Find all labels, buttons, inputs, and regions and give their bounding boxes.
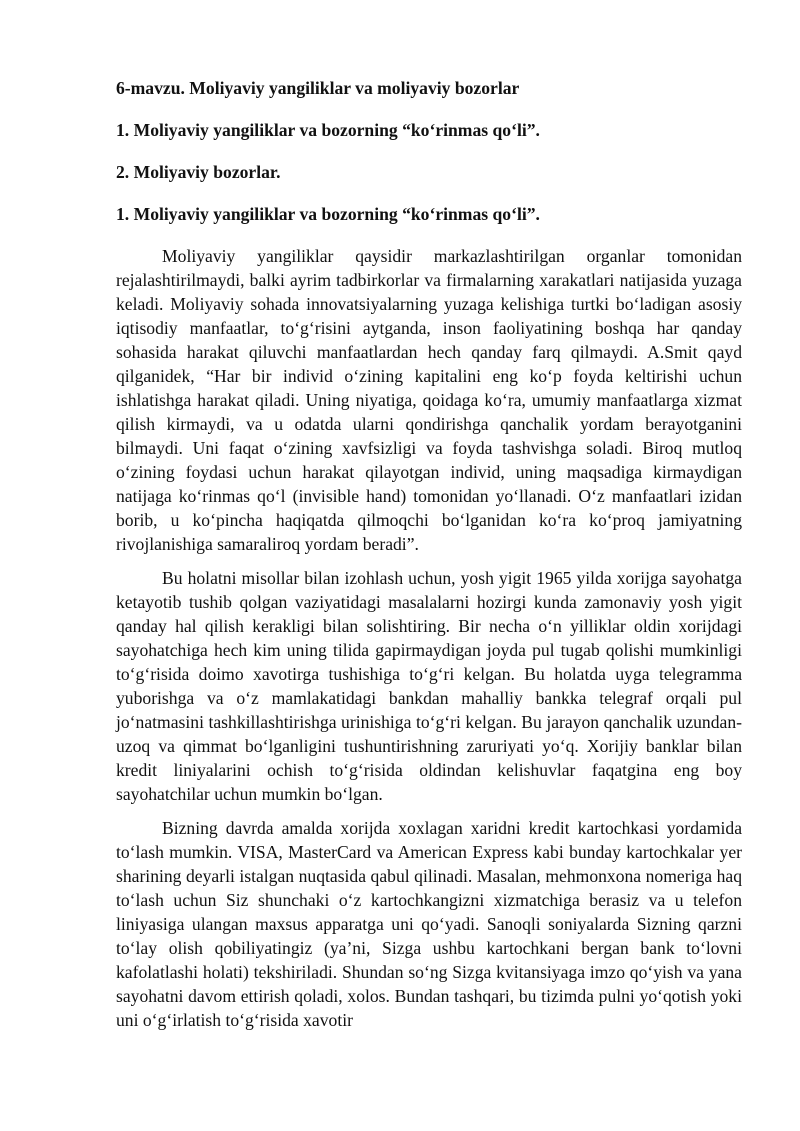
document-body [116,76,742,1042]
paragraph-3: Bizning davrda amalda xorijda xoxlagan xaridni kredit kartochkasi yordamida to‘lash mumkin. VISA, MasterCard va American Express kabi bunday kartochkalar yer sharining deyarli istalgan nuqtasida qabul qilinadi. Masalan, mehmonxona nomeriga haq to‘lash uchun Siz shunchaki o‘z kartochkangizni xizmatchiga berasiz va u telefon liniyasiga ulangan maxsus apparatga uni qo‘yadi. Sanoqli soniyalarda Sizning qarzni to‘lay olish qobiliyatingiz (ya’ni, Sizga ushbu kartochkani bergan bank to‘lovni kafolatlashi holati) tekshiriladi. Shundan so‘ng Sizga kvitansiyaga imzo qo‘yish va yana sayohatni davom ettirish qoladi, xolos. Bundan tashqari, bu tizimda pulni yo‘qotish yoki uni o‘g‘irlatish to‘g‘risida xavotir [116,818,742,1030]
paragraph-2: Bu holatni misollar bilan izohlash uchun, yosh yigit 1965 yilda xorijga sayohatga ketayotib tushib qolgan vaziyatidagi masalalarni hozirgi kunda zamonaviy yosh yigit qanday hal qilish kerakligi bilan solishtiring. Bir necha o‘n yilliklar oldin xorijdagi sayohatchiga hech kim uning tilida gapirmaydigan joyda pul tugab qolishi mumkinligi to‘g‘risida doimo xavotirga tushishiga to‘g‘ri kelgan. Bu holatda uyga telegramma yuborishga va o‘z mamlakatidagi bankdan mahalliy bankka telegraf orqali pul jo‘natmasini tashkillashtirishga urinishiga to‘g‘ri kelgan. Bu jarayon qanchalik uzundan-uzoq va qimmat bo‘lganligini tushuntirishning zaruriyati yo‘q. Xorijiy banklar bilan kredit liniyalarini ochish to‘g‘risida oldindan kelishuvlar faqatgina eng boy sayohatchilar uchun mumkin bo‘lgan. [116,568,742,804]
outline-item-1: 1. Moliyaviy yangiliklar va bozorning “ko‘rinmas qo‘li”. [116,120,540,140]
paragraph-1: Moliyaviy yangiliklar qaysidir markazlashtirilgan organlar tomonidan rejalashtirilmaydi, balki ayrim tadbirkorlar va firmalarning xarakatlari natijasida yuzaga keladi. Moliyaviy sohada innovatsiyalarning yuzaga kelishiga turtki bo‘ladigan asosiy iqtisodiy manfaatlar, to‘g‘risini aytganda, inson faoliyatining boshqa har qanday sohasida harakat qiluvchi manfaatlardan hech qanday farq qilmaydi. A.Smit qayd qilganidek, “Har bir individ o‘zining kapitalini eng ko‘p foyda keltirishi uchun ishlatishga harakat qiladi. Uning niyatiga, qoidaga ko‘ra, umumiy manfaatlarga xizmat qilish kirmaydi, va u odatda ularni qondirishga qanchalik yordam berayotganini bilmaydi. Uni faqat o‘zining xavfsizligi va foyda tashvishga soladi. Biroq mutloq o‘zining foydasi uchun harakat qilayotgan individ, uning maqsadiga kirmaydigan natijaga ko‘rinmas qo‘l (invisible hand) tomonidan yo‘llanadi. O‘z manfaatlari izidan borib, u ko‘pincha haqiqatda qilmoqchi bo‘lganidan ko‘ra ko‘proq jamiyatning rivojlanishiga samaraliroq yordam beradi”. [116,246,742,554]
section-heading-1: 1. Moliyaviy yangiliklar va bozorning “ko‘rinmas qo‘li”. [116,204,540,224]
topic-title: 6-mavzu. Moliyaviy yangiliklar va moliyaviy bozorlar [116,78,520,98]
outline-item-2: 2. Moliyaviy bozorlar. [116,162,281,182]
